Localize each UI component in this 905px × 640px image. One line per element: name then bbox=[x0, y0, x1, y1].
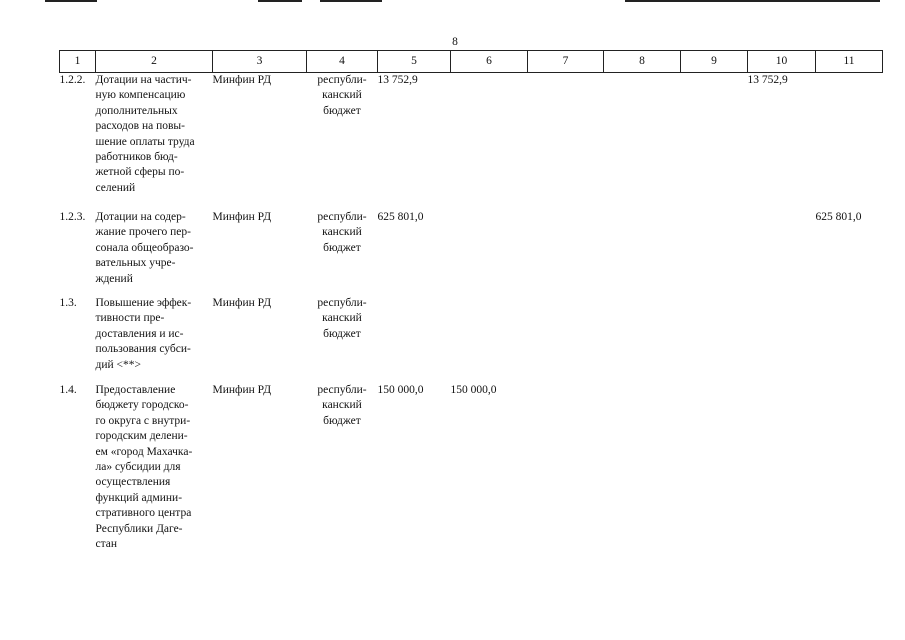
source-line: канский bbox=[322, 312, 362, 325]
amount-col-8 bbox=[604, 210, 681, 296]
row-source bbox=[307, 73, 378, 211]
row-executor: Минфин РД bbox=[212, 74, 272, 86]
amount-col-10 bbox=[748, 383, 816, 563]
amount-col-7 bbox=[528, 73, 604, 211]
amount-col-11 bbox=[816, 383, 883, 563]
column-header: 10 bbox=[748, 51, 816, 73]
description-line: ем «город Махачка- bbox=[95, 445, 193, 458]
source-line: канский bbox=[322, 399, 362, 412]
column-header: 4 bbox=[307, 51, 378, 73]
source-line: республи- bbox=[317, 297, 367, 309]
amount-col-11 bbox=[816, 296, 883, 383]
description-line: Дотации на частич- bbox=[95, 74, 192, 86]
source-line: республи- bbox=[317, 211, 367, 223]
column-header: 2 bbox=[96, 51, 213, 73]
amount-col-7 bbox=[528, 383, 604, 563]
header-row bbox=[60, 51, 883, 73]
description-line: стративного центра bbox=[95, 507, 192, 520]
description-line: функций админи- bbox=[95, 491, 183, 504]
description-line: сонала общеобразо- bbox=[95, 241, 194, 254]
description-line: Республики Даге- bbox=[95, 522, 183, 535]
amount-col-9 bbox=[681, 210, 748, 296]
description-line: ную компенсацию bbox=[95, 89, 186, 102]
table-row bbox=[60, 210, 883, 296]
top-rule-segment bbox=[320, 0, 382, 2]
description-line: расходов на повы- bbox=[95, 120, 185, 133]
description-line: тивности пре- bbox=[95, 312, 165, 325]
row-number: 1.2.2. bbox=[59, 74, 86, 86]
source-line: бюджет bbox=[323, 104, 361, 117]
source-line: республи- bbox=[317, 384, 367, 396]
row-description bbox=[96, 383, 213, 563]
amount-col-6 bbox=[451, 210, 528, 296]
amount-col-11: 625 801,0 bbox=[815, 211, 862, 223]
table-row bbox=[60, 296, 883, 383]
source-line: канский bbox=[322, 226, 362, 239]
source-line: канский bbox=[322, 89, 362, 102]
description-line: ла» субсидии для bbox=[95, 461, 181, 474]
page-number: 8 bbox=[452, 36, 458, 48]
table-row bbox=[60, 383, 883, 563]
amount-col-6 bbox=[451, 296, 528, 383]
description-line: Предоставление bbox=[95, 384, 176, 396]
description-line: жание прочего пер- bbox=[95, 226, 191, 239]
column-header: 1 bbox=[60, 51, 96, 73]
row-source bbox=[307, 296, 378, 383]
amount-col-10 bbox=[748, 210, 816, 296]
description-line: работников бюд- bbox=[95, 151, 178, 164]
source-line: бюджет bbox=[323, 414, 361, 427]
amount-col-5: 13 752,9 bbox=[377, 74, 418, 86]
row-executor: Минфин РД bbox=[212, 297, 272, 309]
description-line: Повышение эффек- bbox=[95, 297, 192, 309]
row-description bbox=[96, 73, 213, 211]
amount-col-7 bbox=[528, 210, 604, 296]
row-source bbox=[307, 383, 378, 563]
amount-col-6: 150 000,0 bbox=[450, 384, 497, 396]
description-line: доставления и ис- bbox=[95, 327, 184, 340]
amount-col-11 bbox=[816, 73, 883, 211]
amount-col-8 bbox=[604, 296, 681, 383]
description-line: стан bbox=[95, 538, 118, 551]
description-line: пользования субси- bbox=[95, 343, 191, 356]
amount-col-5 bbox=[378, 296, 451, 383]
source-line: бюджет bbox=[323, 327, 361, 340]
description-line: жетной сферы по- bbox=[95, 166, 185, 179]
column-header: 6 bbox=[451, 51, 528, 73]
amount-col-6 bbox=[451, 73, 528, 211]
row-number: 1.3. bbox=[59, 297, 77, 309]
column-header: 3 bbox=[213, 51, 307, 73]
top-rule-segment bbox=[258, 0, 302, 2]
description-line: городским делени- bbox=[95, 430, 188, 443]
amount-col-8 bbox=[604, 73, 681, 211]
column-header: 9 bbox=[681, 51, 748, 73]
row-description bbox=[96, 296, 213, 383]
row-source bbox=[307, 210, 378, 296]
column-header: 5 bbox=[378, 51, 451, 73]
description-line: бюджету городско- bbox=[95, 399, 189, 412]
description-line: ждений bbox=[95, 272, 133, 285]
description-line: Дотации на содер- bbox=[95, 211, 186, 223]
row-number: 1.4. bbox=[59, 384, 77, 396]
source-line: бюджет bbox=[323, 241, 361, 254]
description-line: дий <**> bbox=[95, 358, 142, 371]
amount-col-5: 625 801,0 bbox=[377, 211, 424, 223]
column-header: 11 bbox=[816, 51, 883, 73]
column-header: 8 bbox=[604, 51, 681, 73]
amount-col-10 bbox=[748, 296, 816, 383]
amount-col-10: 13 752,9 bbox=[747, 74, 788, 86]
description-line: го округа с внутри- bbox=[95, 414, 191, 427]
row-description bbox=[96, 210, 213, 296]
amount-col-9 bbox=[681, 296, 748, 383]
table-row bbox=[60, 73, 883, 211]
description-line: вательных учре- bbox=[95, 257, 176, 270]
top-rule-segment bbox=[45, 0, 97, 2]
amount-col-9 bbox=[681, 383, 748, 563]
amount-col-5: 150 000,0 bbox=[377, 384, 424, 396]
description-line: осуществления bbox=[95, 476, 171, 489]
description-line: шение оплаты труда bbox=[95, 135, 195, 148]
budget-table bbox=[59, 50, 883, 563]
amount-col-8 bbox=[604, 383, 681, 563]
row-executor: Минфин РД bbox=[212, 211, 272, 223]
amount-col-7 bbox=[528, 296, 604, 383]
row-executor: Минфин РД bbox=[212, 384, 272, 396]
row-number: 1.2.3. bbox=[59, 211, 86, 223]
amount-col-9 bbox=[681, 73, 748, 211]
description-line: дополнительных bbox=[95, 104, 178, 117]
column-header: 7 bbox=[528, 51, 604, 73]
source-line: республи- bbox=[317, 74, 367, 86]
description-line: селений bbox=[95, 181, 136, 194]
top-rule-segment bbox=[625, 0, 880, 2]
